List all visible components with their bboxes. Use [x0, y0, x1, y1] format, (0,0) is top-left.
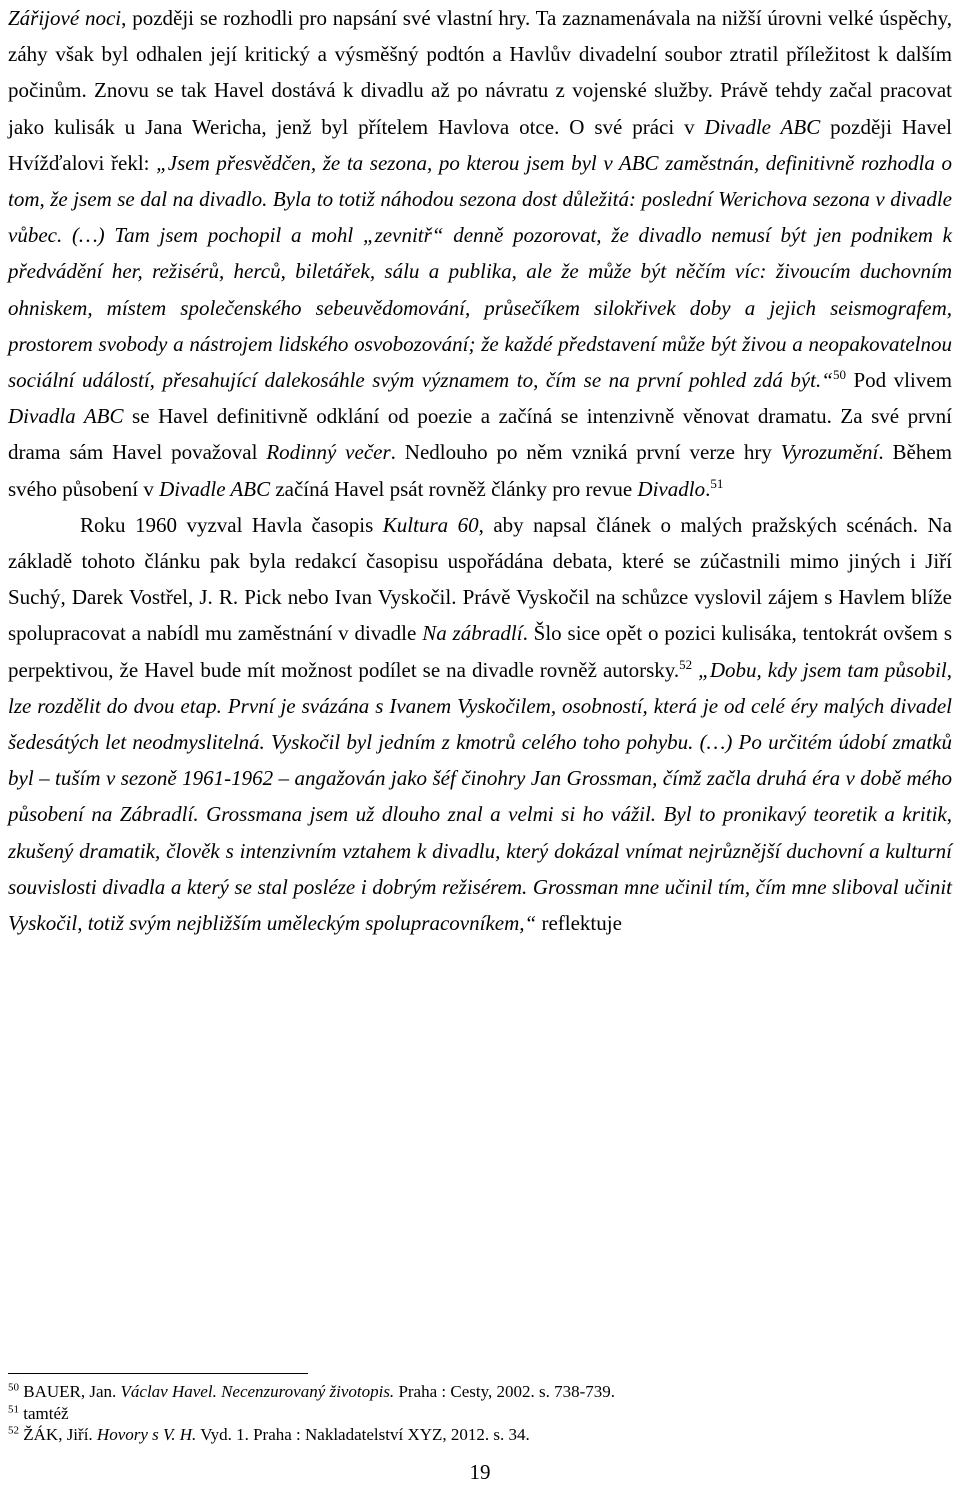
footnote-number: 52: [8, 1424, 19, 1437]
footnotes: [8, 1381, 948, 1446]
revue-name: Divadlo: [637, 476, 706, 501]
footnote-text: BAUER, Jan.: [19, 1382, 121, 1401]
quote-zabradli: „Dobu, kdy jsem tam působil, lze rozdělit do dvou etap. První je svázána s Ivanem Vyskočilem, osobností, která je od celé éry malých divadel šedesátých let neodmyslitelná. Vyskočil byl jedním z kmotrů celého toho pohybu. (…) Po určitém údobí zmatků byl – tuším v sezoně 1961-1962 – angažován jako šéf činohry Jan Grossman, čímž začla druhá éra v době mého působení na Zábradlí. Grossmana jsem už dlouho znal a velmi si ho vážil. Byl to pronikavý teoretik a kritik, zkušený dramatik, člověk s intenzivním vztahem k divadlu, který dokázal vnímat nejrůznější duchovní a kulturní souvislosti divadla a který se stal posléze i dobrým režisérem. Grossman mne učinil tím, čím mne sliboval učinit Vyskočil, totiž svým nejbližším uměleckým spolupracovníkem,“: [8, 657, 952, 936]
footnote-book-title: Hovory s V. H.: [96, 1425, 197, 1444]
quote-hvizdala: „Jsem přesvědčen, že ta sezona, po kterou jsem byl v ABC zaměstnán, definitivně rozhodla o tom, že jsem se dal na divadlo. Byla to totiž náhodou sezona dost důležitá: poslední Werichova sezona v divadle vůbec. (…) Tam jsem pochopil a mohl „zevnitř“ denně pozorovat, že divadlo nemusí být jen podnikem k předvádění her, režisérů, herců, biletářek, sálu a publika, ale že může být něčím víc: živoucím duchovním ohniskem, místem společenského sebeuvědomování, průsečíkem silokřivek doby a jejich seismografem, prostorem svobody a nástrojem lidského osvobozování; že každé představení může být živou a neopakovatelnou sociální událostí, přesahující dalekosáhle svým významem to, čím se na první pohled zdá být.“: [8, 150, 953, 393]
text-run: Pod vlivem: [845, 368, 952, 393]
text-run: . Šlo sice opět o pozici kulisáka, tentokrát ovšem s perpektivou, že Havel bude mít možnost podílet se na divadle rovněž autorsky.: [8, 621, 952, 682]
text-run: , aby napsal článek o malých pražských scénách. Na základě tohoto článku pak byla redakcí časopisu uspořádána debata, které se zúčastnili mimo jiných i Jiří Suchý, Darek Vostřel, J. R. Pick nebo Ivan Vyskočil. Právě Vyskočil na schůzce vyslovil zájem s Havlem blíže spolupracovat a nabídl mu zaměstnání v divadle: [8, 512, 952, 646]
footnote-ref-50: 50: [832, 367, 846, 383]
play-title: Zářijové noci: [8, 6, 122, 30]
footnote-text: Vyd. 1. Praha : Nakladatelství XYZ, 2012. s. 34.: [196, 1425, 530, 1444]
footnote-number: 51: [8, 1402, 19, 1415]
paragraph-1: [8, 0, 952, 507]
theatre-name: Divadla ABC: [8, 404, 124, 429]
footnote-51: [8, 1403, 948, 1425]
text-run: reflektuje: [536, 911, 622, 936]
theatre-name: Divadle ABC: [704, 114, 821, 139]
page-number: 19: [469, 1460, 491, 1484]
theatre-name: Na zábradlí: [422, 621, 523, 646]
footnote-text: tamtéž: [19, 1403, 69, 1423]
footnote-52: [8, 1424, 948, 1446]
text-run: začíná Havel psát rovněž články pro revue: [270, 476, 638, 501]
magazine-name: Kultura 60: [382, 512, 479, 537]
text-run: . Nedlouho po něm vzniká první verze hry: [390, 440, 781, 465]
play-title: Rodinný večer: [266, 440, 391, 465]
footnote-separator: [8, 1373, 308, 1374]
text-run: , později se rozhodli pro napsání své vlastní hry. Ta zaznamenávala na nižší úrovni velké úspěchy, záhy však byl odhalen její kritický a výsměšný podtón a Havlův divadelní soubor ztratil příležitost k dalším počinům. Znovu se tak Havel dostává k divadlu až po návratu z vojenské služby. Právě tehdy začal pracovat jako kulisák u Jana Wericha, jenž byl přítelem Havlova otce. O své práci v: [8, 6, 952, 139]
footnote-text: Praha : Cesty, 2002. s. 738-739.: [394, 1382, 616, 1401]
footnote-book-title: Václav Havel. Necenzurovaný životopis.: [120, 1382, 395, 1401]
text-run: později Havel Hvížďalovi řekl:: [8, 114, 953, 175]
footnote-50: [8, 1381, 948, 1403]
footnote-ref-52: 52: [679, 656, 693, 672]
text-run: Roku 1960 vyzval Havla časopis: [80, 512, 383, 537]
text-run: . Během svého působení v: [8, 440, 952, 501]
footnote-ref-51: 51: [710, 475, 724, 491]
footnote-number: 50: [8, 1381, 19, 1394]
footnote-text: ŽÁK, Jiří.: [19, 1425, 97, 1444]
text-run: .: [705, 476, 711, 501]
body-text: [8, 0, 952, 941]
text-run: se Havel definitivně odklání od poezie a začíná se intenzivně věnovat dramatu. Za své první drama sám Havel považoval: [8, 404, 952, 465]
theatre-name: Divadle ABC: [159, 476, 271, 501]
play-title: Vyrozumění: [780, 440, 879, 465]
paragraph-2: [8, 507, 952, 941]
